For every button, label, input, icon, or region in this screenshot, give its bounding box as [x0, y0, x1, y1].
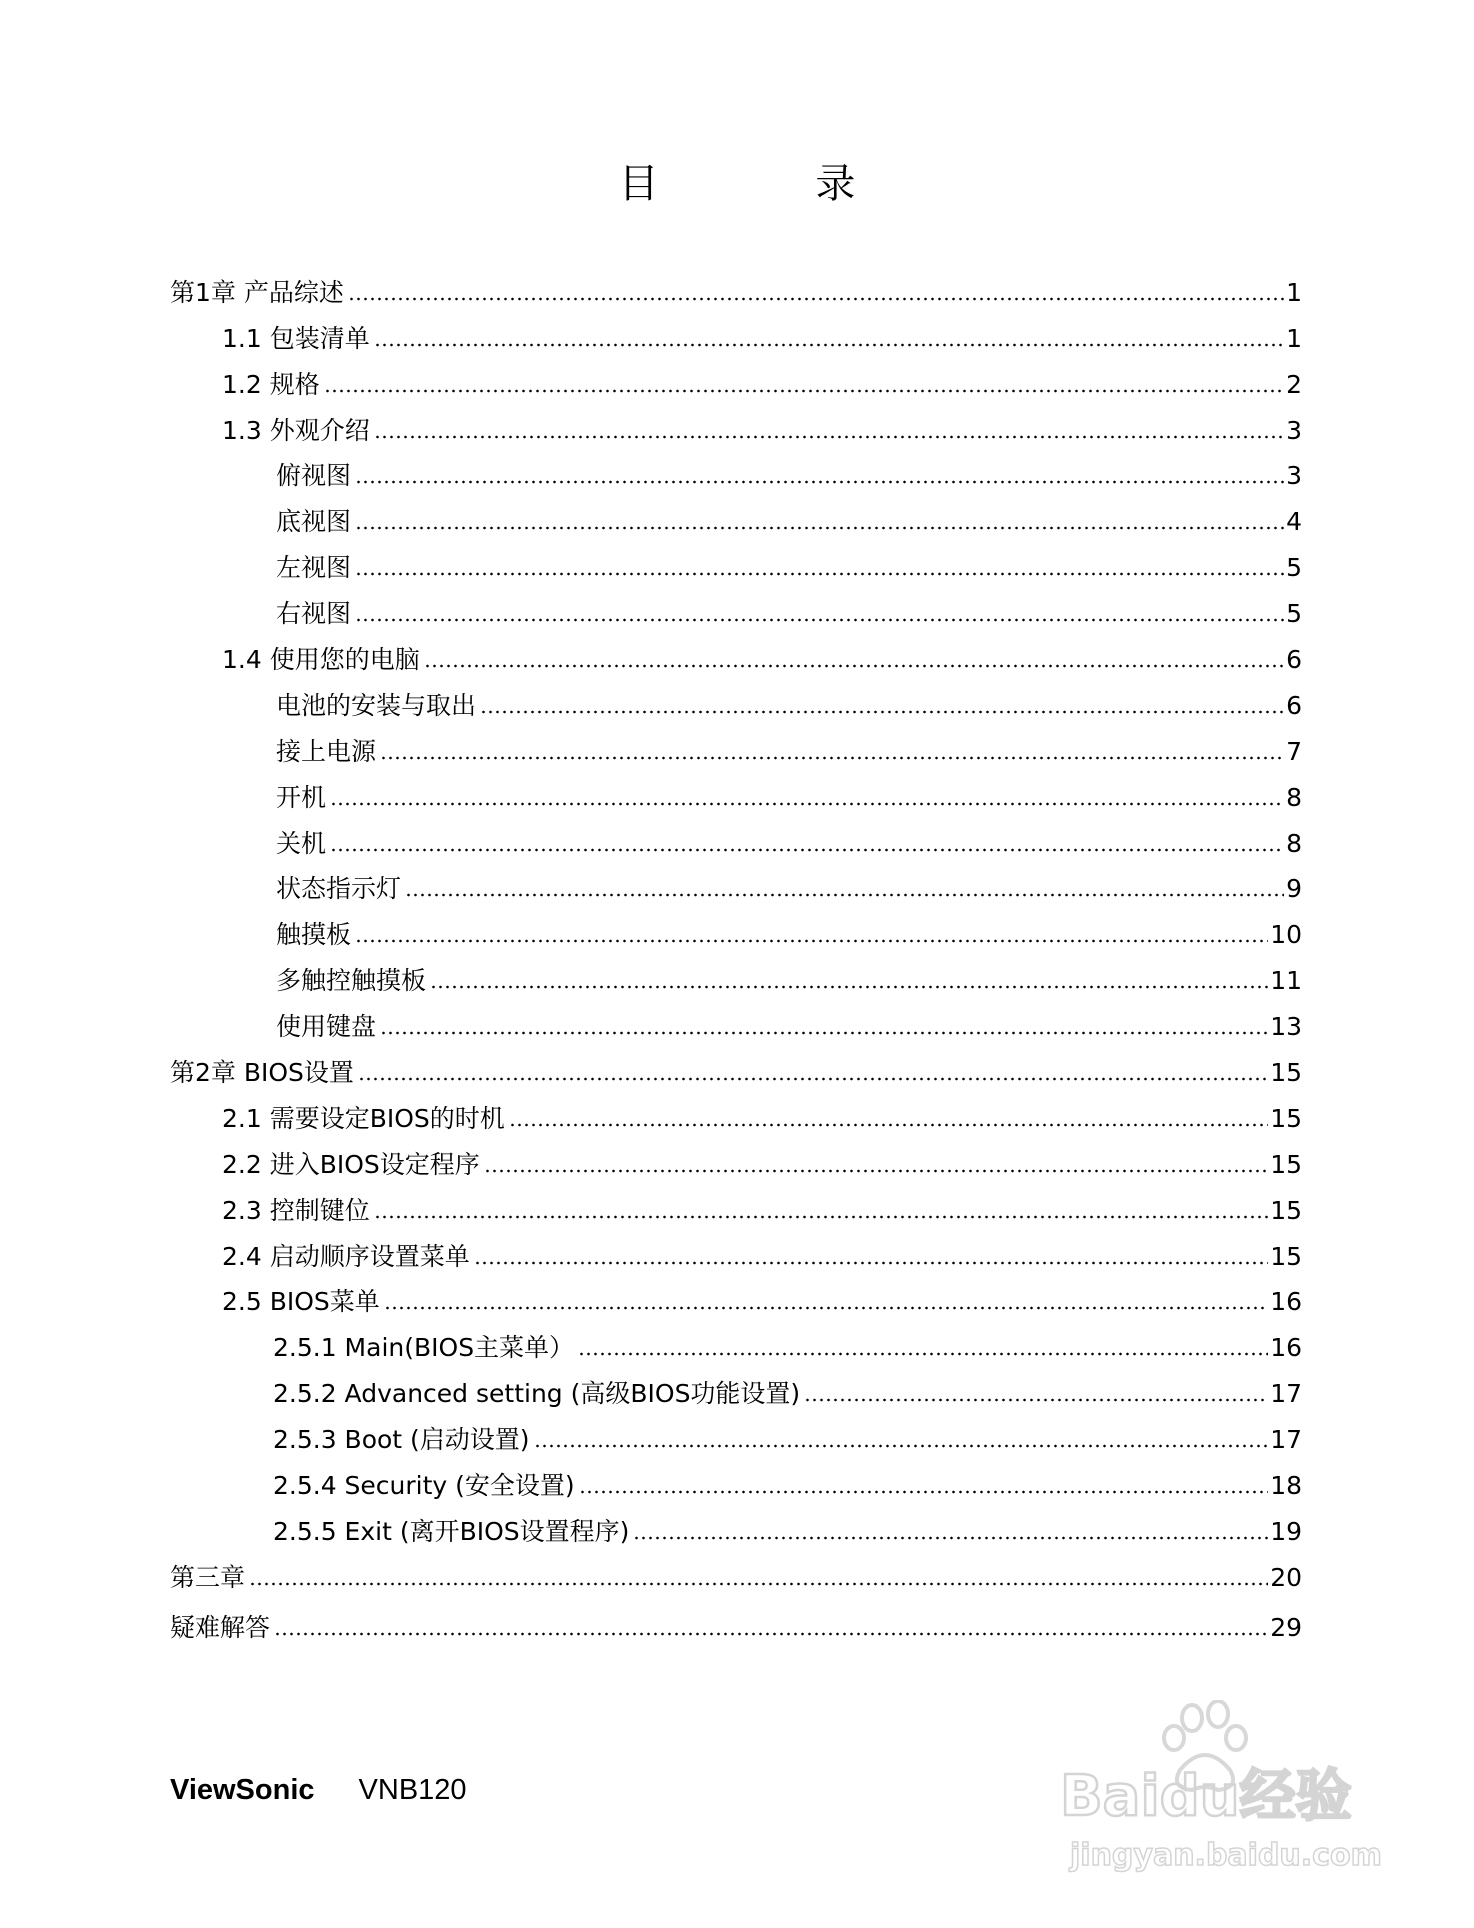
toc-entry[interactable] — [170, 491, 1302, 537]
toc-entry-page: 19 — [1270, 1516, 1302, 1546]
toc-entry[interactable] — [170, 1547, 1302, 1593]
dot-leader — [355, 525, 1284, 531]
toc-entry-label: 2.5.5 Exit (离开BIOS设置程序) — [273, 1516, 630, 1546]
dot-leader — [633, 1535, 1268, 1541]
toc-entry-page: 13 — [1270, 1012, 1302, 1042]
toc-entry[interactable] — [170, 354, 1302, 400]
toc-entry[interactable] — [170, 1226, 1302, 1272]
toc-entry[interactable] — [170, 1597, 1302, 1643]
toc-entry-page: 15 — [1270, 1195, 1302, 1225]
page-title: 目 录 — [618, 161, 928, 207]
toc-entry[interactable] — [170, 813, 1302, 859]
dot-leader — [534, 1443, 1269, 1449]
toc-entry[interactable] — [170, 1455, 1302, 1501]
dot-leader — [330, 801, 1284, 807]
toc-entry[interactable] — [170, 1501, 1302, 1547]
toc-entry[interactable] — [170, 537, 1302, 583]
dot-leader — [480, 709, 1284, 715]
toc-entry-label: 2.5.4 Security (安全设置) — [273, 1471, 575, 1501]
toc-entry[interactable] — [170, 446, 1302, 492]
toc-entry-label: 1.4 使用您的电脑 — [222, 645, 420, 675]
dot-leader — [358, 1076, 1268, 1082]
toc-entry-label: 左视图 — [276, 553, 352, 583]
toc-entry-page: 15 — [1270, 1058, 1302, 1088]
toc-entry-label: 2.2 进入BIOS设定程序 — [222, 1149, 480, 1179]
dot-leader — [405, 892, 1284, 898]
dot-leader — [509, 1122, 1268, 1128]
toc-entry-label: 2.5.1 Main(BIOS主菜单） — [273, 1333, 575, 1363]
toc-entry[interactable] — [170, 1134, 1302, 1180]
dot-leader — [380, 1030, 1268, 1036]
toc-entry-label: 第2章 BIOS设置 — [170, 1058, 354, 1088]
toc-entry-page: 15 — [1270, 1241, 1302, 1271]
toc-entry-label: 使用键盘 — [276, 1012, 377, 1042]
dot-leader — [355, 571, 1284, 577]
toc-entry-label: 2.5.2 Advanced setting (高级BIOS功能设置) — [273, 1379, 801, 1409]
toc-entry-page: 4 — [1286, 507, 1302, 537]
toc-entry-label: 第三章 — [170, 1562, 246, 1592]
dot-leader — [374, 342, 1284, 348]
toc-entry-label: 触摸板 — [276, 920, 352, 950]
toc-entry[interactable] — [170, 721, 1302, 767]
dot-leader — [355, 617, 1284, 623]
toc-entry[interactable] — [170, 629, 1302, 675]
toc-entry-label: 2.1 需要设定BIOS的时机 — [222, 1103, 505, 1133]
toc-entry[interactable] — [170, 1088, 1302, 1134]
dot-leader — [330, 847, 1284, 853]
toc-entry-page: 16 — [1270, 1333, 1302, 1363]
toc-entry-label: 1.2 规格 — [222, 369, 320, 399]
dot-leader — [578, 1351, 1268, 1357]
baidu-watermark-logo — [1040, 1700, 1400, 1890]
toc-entry[interactable] — [170, 950, 1302, 996]
toc-entry-label: 第1章 产品综述 — [170, 277, 344, 307]
toc-entry-label: 2.3 控制键位 — [222, 1195, 370, 1225]
toc-entry-label: 2.5 BIOS菜单 — [222, 1287, 380, 1317]
toc-entry[interactable] — [170, 1409, 1302, 1455]
dot-leader — [430, 984, 1268, 990]
toc-entry-page: 6 — [1286, 690, 1302, 720]
toc-entry-label: 底视图 — [276, 507, 352, 537]
toc-entry[interactable] — [170, 767, 1302, 813]
toc-entry-page: 5 — [1286, 599, 1302, 629]
toc-entry[interactable] — [170, 583, 1302, 629]
toc-entry-label: 右视图 — [276, 599, 352, 629]
toc-entry-page: 16 — [1270, 1287, 1302, 1317]
toc-entry-page: 10 — [1270, 920, 1302, 950]
toc-entry-page: 9 — [1286, 874, 1302, 904]
toc-entry-page: 11 — [1270, 966, 1302, 996]
dot-leader — [274, 1631, 1268, 1637]
toc-entry[interactable] — [170, 1180, 1302, 1226]
toc-entry[interactable] — [170, 904, 1302, 950]
toc-entry[interactable] — [170, 1317, 1302, 1363]
toc-entry-page: 15 — [1270, 1103, 1302, 1133]
toc-entry-label: 电池的安装与取出 — [276, 690, 477, 720]
dot-leader — [348, 296, 1284, 302]
toc-entry[interactable] — [170, 996, 1302, 1042]
toc-entry-page: 8 — [1286, 782, 1302, 812]
dot-leader — [249, 1581, 1268, 1587]
toc-entry-page: 6 — [1286, 645, 1302, 675]
toc-entry-page: 20 — [1270, 1562, 1302, 1592]
toc-entry-label: 状态指示灯 — [276, 874, 402, 904]
toc-entry-label: 2.4 启动顺序设置菜单 — [222, 1241, 470, 1271]
toc-entry[interactable] — [170, 1042, 1302, 1088]
toc-entry-label: 接上电源 — [276, 736, 377, 766]
dot-leader — [355, 938, 1268, 944]
toc-entry-label: 关机 — [276, 828, 327, 858]
dot-leader — [374, 1214, 1268, 1220]
toc-entry[interactable] — [170, 1363, 1302, 1409]
toc-entry[interactable] — [170, 308, 1302, 354]
dot-leader — [579, 1489, 1269, 1495]
model-name: VNB120 — [358, 1774, 467, 1806]
toc-entry[interactable] — [170, 1272, 1302, 1318]
toc-entry-page: 5 — [1286, 553, 1302, 583]
dot-leader — [804, 1397, 1268, 1403]
toc-entry-page: 2 — [1286, 369, 1302, 399]
watermark-logo-text: Baidu经验 — [1060, 1764, 1352, 1829]
toc-entry-page: 17 — [1270, 1425, 1302, 1455]
toc-entry-page: 1 — [1286, 323, 1302, 353]
toc-entry-page: 29 — [1270, 1612, 1302, 1642]
toc-entry-page: 3 — [1286, 461, 1302, 491]
toc-entry-label: 开机 — [276, 782, 327, 812]
toc-entry-page: 17 — [1270, 1379, 1302, 1409]
watermark-url-text: jingyan.baidu.com — [1070, 1838, 1382, 1873]
toc-entry-label: 多触控触摸板 — [276, 966, 427, 996]
dot-leader — [384, 1305, 1268, 1311]
toc-entry-page: 15 — [1270, 1149, 1302, 1179]
toc-entry-page: 7 — [1286, 736, 1302, 766]
toc-entry-label: 俯视图 — [276, 461, 352, 491]
dot-leader — [355, 479, 1284, 485]
toc-entry-label: 1.3 外观介绍 — [222, 415, 370, 445]
dot-leader — [484, 1168, 1268, 1174]
dot-leader — [374, 434, 1284, 440]
toc-entry-label: 2.5.3 Boot (启动设置) — [273, 1425, 530, 1455]
dot-leader — [324, 388, 1284, 394]
brand-name: ViewSonic — [170, 1774, 315, 1806]
toc-entry-page: 3 — [1286, 415, 1302, 445]
toc-entry-page: 1 — [1286, 277, 1302, 307]
toc-entry[interactable] — [170, 400, 1302, 446]
toc-entry[interactable] — [170, 859, 1302, 905]
dot-leader — [474, 1260, 1268, 1266]
footer-brand — [170, 1774, 467, 1807]
dot-leader — [424, 663, 1284, 669]
toc-entry-page: 18 — [1270, 1471, 1302, 1501]
table-of-contents — [170, 262, 1302, 1643]
toc-entry-label: 疑难解答 — [170, 1612, 271, 1642]
toc-entry[interactable] — [170, 675, 1302, 721]
toc-entry[interactable] — [170, 262, 1302, 308]
dot-leader — [380, 755, 1284, 761]
toc-entry-page: 8 — [1286, 828, 1302, 858]
toc-entry-label: 1.1 包装清单 — [222, 323, 370, 353]
